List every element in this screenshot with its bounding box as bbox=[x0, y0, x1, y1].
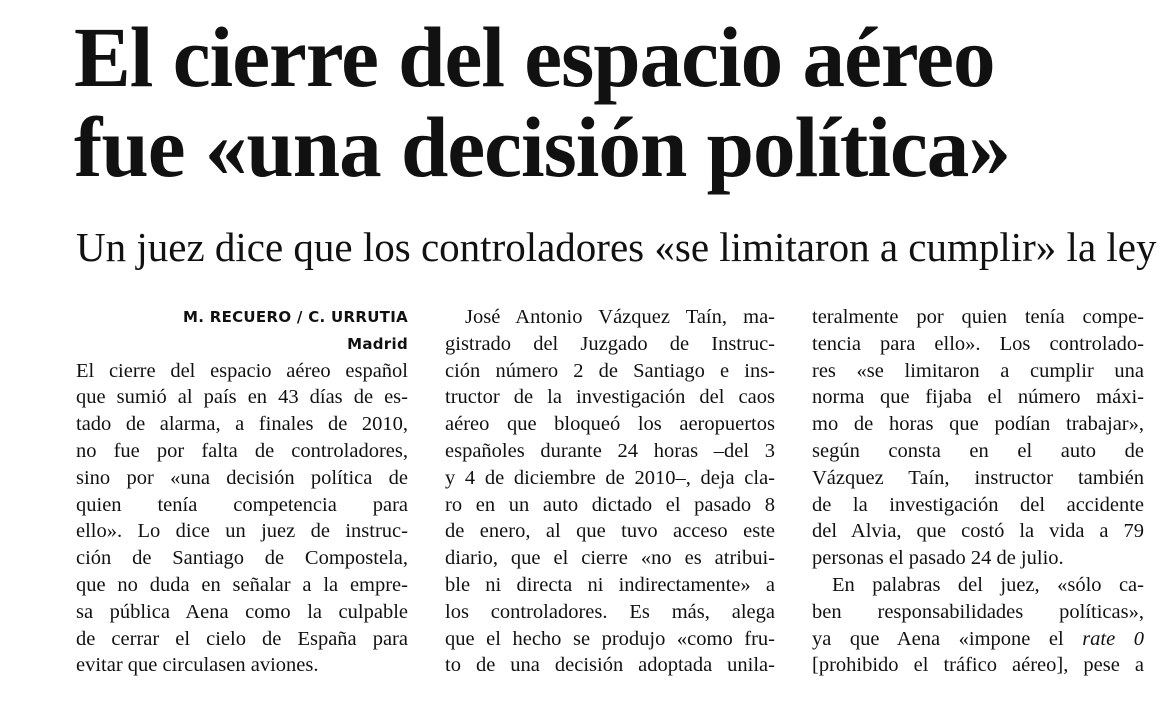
headline bbox=[74, 9, 1138, 195]
text-line: Vázquez Taín, instructor también bbox=[812, 466, 1144, 489]
text-line bbox=[812, 626, 1144, 653]
text-line: aéreo que bloqueó los aeropuertos bbox=[445, 413, 775, 436]
text-line: según consta en el auto de bbox=[812, 439, 1144, 462]
text-line: de cerrar el cielo de España para bbox=[76, 627, 408, 650]
text-line: que el hecho se produjo «como fru- bbox=[445, 627, 775, 650]
text-line: no fue por falta de controladores, bbox=[76, 439, 408, 462]
headline-line-2: fue «una decisión política» bbox=[74, 99, 1010, 195]
text-line: y 4 de diciembre de 2010–, deja cla- bbox=[445, 466, 775, 489]
text-line: norma que fijaba el número máxi- bbox=[812, 386, 1144, 409]
text-line: diario, que el cierre «no es atribui- bbox=[445, 547, 775, 570]
column-3 bbox=[812, 304, 1144, 679]
text-line: [prohibido el tráfico aéreo], pese a bbox=[812, 654, 1144, 677]
text-line: españoles durante 24 horas –del 3 bbox=[445, 439, 775, 462]
text-line: res «se limitaron a cumplir una bbox=[812, 359, 1144, 382]
text-line: ción número 2 de Santiago e ins- bbox=[445, 359, 775, 382]
text-line: gistrado del Juzgado de Instruc- bbox=[445, 332, 775, 355]
byline-location: Madrid bbox=[347, 334, 408, 353]
headline-line-1: El cierre del espacio aéreo bbox=[74, 9, 995, 105]
byline-authors: M. RECUERO / C. URRUTIA bbox=[182, 308, 408, 326]
text-line: del Alvia, que costó la vida a 79 bbox=[812, 520, 1144, 543]
text-line: José Antonio Vázquez Taín, ma- bbox=[465, 306, 775, 328]
text-line: El cierre del espacio aéreo español bbox=[76, 359, 408, 382]
text-line: quien tenía competencia para bbox=[76, 493, 408, 516]
text-line: En palabras del juez, «sólo ca- bbox=[832, 573, 1144, 596]
text-line: que sumió al país en 43 días de es- bbox=[76, 386, 408, 409]
text-line: evitar que circulasen aviones. bbox=[76, 654, 319, 677]
subheadline: Un juez dice que los controladores «se limitaron a cumplir» la ley bbox=[76, 224, 1157, 270]
column-3-body bbox=[812, 304, 1144, 572]
column-1 bbox=[76, 304, 408, 679]
text-line: teralmente por quien tenía compe- bbox=[812, 306, 1144, 328]
text-line: los controladores. Es más, alega bbox=[445, 600, 775, 623]
text-line: mo de horas que podían trabajar», bbox=[812, 413, 1144, 436]
text-line: de enero, al que tuvo acceso este bbox=[445, 520, 775, 543]
column-3-paragraph-2 bbox=[812, 572, 1144, 679]
italic-term: rate 0 bbox=[1082, 627, 1144, 650]
column-2-body bbox=[445, 304, 775, 679]
text-line: to de una decisión adoptada unila- bbox=[445, 654, 775, 677]
text-line: que no duda en señalar a la empre- bbox=[76, 573, 408, 596]
text-line: ro en un auto dictado el pasado 8 bbox=[445, 493, 775, 516]
text-line: ben responsabilidades políticas», bbox=[812, 600, 1144, 623]
text-line: de la investigación del accidente bbox=[812, 493, 1144, 516]
text-line: ello». Lo dice un juez de instruc- bbox=[76, 520, 408, 543]
text-line: tructor de la investigación del caos bbox=[445, 386, 775, 409]
text-line: personas el pasado 24 de julio. bbox=[812, 547, 1064, 570]
text-line: ble ni directa ni indirectamente» a bbox=[445, 573, 775, 596]
column-1-body bbox=[76, 358, 408, 680]
text-line: tencia para ello». Los controlado- bbox=[812, 332, 1144, 355]
column-2 bbox=[445, 304, 775, 679]
text-line: sa pública Aena como la culpable bbox=[76, 600, 408, 623]
text-line: ción de Santiago de Compostela, bbox=[76, 547, 408, 570]
text-line: sino por «una decisión política de bbox=[76, 466, 408, 489]
text-fragment: ya que Aena «impone el bbox=[812, 627, 1083, 650]
text-line: tado de alarma, a finales de 2010, bbox=[76, 413, 408, 436]
